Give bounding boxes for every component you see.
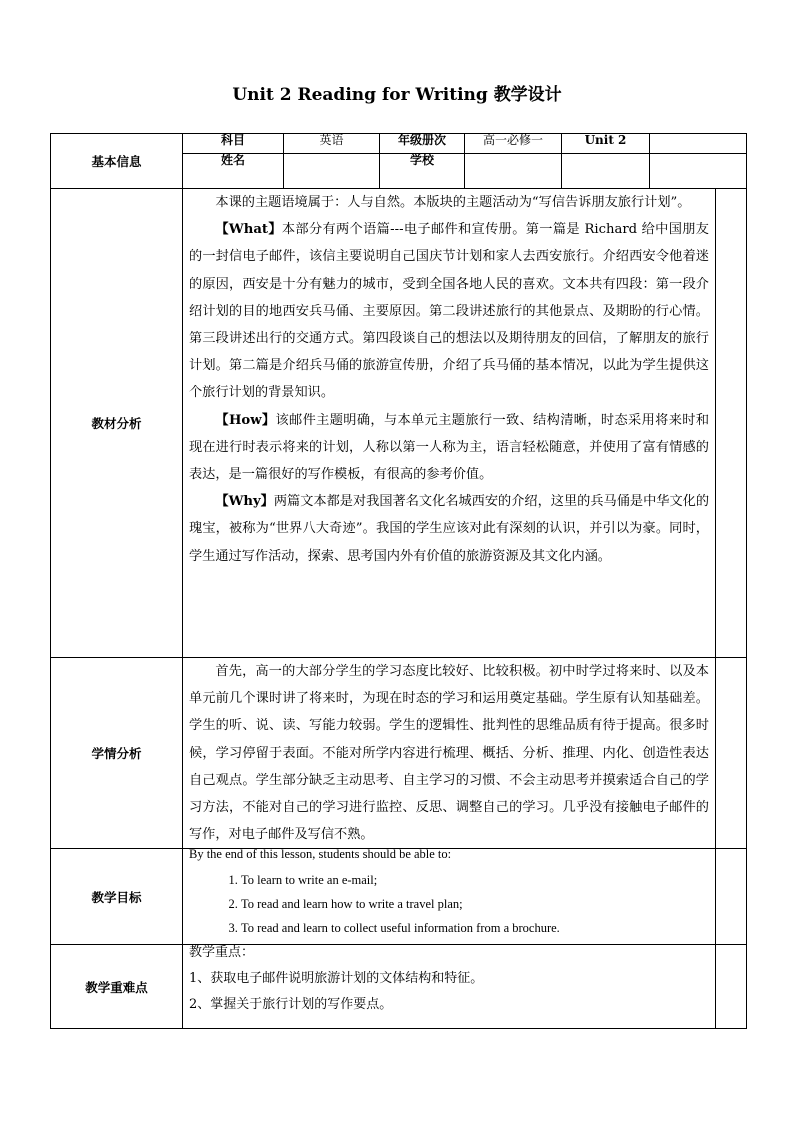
key-point-item: 2、掌握关于旅行计划的写作要点。 [189, 997, 393, 1013]
material-why [183, 488, 715, 570]
subject-value: 英语 [284, 134, 380, 154]
subject-label: 科目 [183, 134, 284, 154]
school-label: 学校 [380, 153, 465, 188]
material-intro: 本课的主题语境属于：人与自然。本版块的主题活动为“写信告诉朋友旅行计划”。 [215, 195, 691, 210]
objective-item: 2. To read and learn how to write a travel plan; [241, 892, 709, 916]
what-tag: 【What】 [215, 222, 282, 238]
learner-row [51, 658, 747, 849]
basic-info-empty-2 [562, 153, 650, 188]
objectives-list [189, 868, 709, 940]
name-value [284, 153, 380, 188]
objective-item: 3. To read and learn to collect useful information from a brochure. [241, 916, 709, 940]
material-label: 教材分析 [51, 189, 183, 658]
basic-info-empty-3 [650, 153, 747, 188]
how-text: 该邮件主题明确，与本单元主题旅行一致、结构清晰，时态采用将来时和现在进行时表示将来的计划，人称以第一人称为主，语言轻松随意，并使用了富有情感的表达，是一篇很好的写作模板，有很高的参考价值。 [189, 412, 710, 483]
material-side-cell [716, 189, 747, 658]
basic-info-row-1 [51, 134, 747, 154]
document-title: Unit 2 Reading for Writing 教学设计 [232, 85, 562, 105]
why-tag: 【Why】 [215, 494, 274, 510]
name-label: 姓名 [183, 153, 284, 188]
unit-value: Unit 2 [562, 134, 650, 154]
lesson-plan-table [50, 133, 747, 1029]
grade-volume-label: 年级册次 [380, 134, 465, 154]
key-point-item: 1、获取电子邮件说明旅游计划的文体结构和特征。 [189, 971, 484, 987]
material-what [183, 216, 715, 406]
how-tag: 【How】 [215, 412, 276, 428]
key-points-row [51, 945, 747, 1029]
basic-info-label: 基本信息 [51, 134, 183, 189]
objectives-side-cell [716, 849, 747, 945]
key-points-label: 教学重难点 [51, 945, 183, 1029]
material-how [183, 407, 715, 489]
key-points-heading: 教学重点： [189, 945, 255, 961]
objectives-label: 教学目标 [51, 849, 183, 945]
grade-volume-value: 高一必修一 [465, 134, 562, 154]
school-value [465, 153, 562, 188]
material-content [183, 189, 716, 658]
objective-item: 1. To learn to write an e-mail; [241, 868, 709, 892]
objectives-intro: By the end of this lesson, students should be able to: [189, 847, 452, 862]
objectives-content [183, 849, 716, 945]
material-row [51, 189, 747, 658]
learner-content [183, 658, 716, 849]
objectives-row [51, 849, 747, 945]
what-text: 本部分有两个语篇---电子邮件和宣传册。第一篇是 Richard 给中国朋友的一封信电子邮件，该信主要说明自己国庆节计划和家人去西安旅行。介绍西安令他着迷的原因，西安是十分有魅力的城市，受到全国各地人民的喜欢。文本共有四段：第一段介绍计划的目的地西安兵马俑、主要原因。第二段讲述旅行的其他景点、及期盼的行心情。第三段讲述出行的交通方式。第四段谈自己的想法以及期待朋友的回信，了解朋友的旅行计划。第二篇是介绍兵马俑的旅游宣传册，介绍了兵马俑的基本情况，以此为学生提供这个旅行计划的背景知识。 [189, 222, 709, 401]
learner-text: 首先，高一的大部分学生的学习态度比较好、比较积极。初中时学过将来时、以及本单元前几个课时讲了将来时，为现在时态的学习和运用奠定基础。学生原有认知基础差。学生的听、说、读、写能力较弱。学生的逻辑性、批判性的思维品质有待于提高。很多时候，学习停留于表面。不能对所学内容进行梳理、概括、分析、推理、内化、创造性表达自己观点。学生部分缺乏主动思考、自主学习的习惯、不会主动思考并摸索适合自己的学习方法，不能对自己的学习进行监控、反思、调整自己的学习。几乎没有接触电子邮件的写作，对电子邮件及写信不熟。 [189, 664, 709, 843]
learner-side-cell [716, 658, 747, 849]
key-points-content [183, 945, 716, 1029]
learner-label: 学情分析 [51, 658, 183, 849]
basic-info-empty-1 [650, 134, 747, 154]
why-text: 两篇文本都是对我国著名文化名城西安的介绍，这里的兵马俑是中华文化的瑰宝，被称为“世界八大奇迹”。我国的学生应该对此有深刻的认识，并引以为豪。同时，学生通过写作活动，探索、思考国内外有价值的旅游资源及其文化内涵。 [189, 494, 710, 564]
key-points-side-cell [716, 945, 747, 1029]
